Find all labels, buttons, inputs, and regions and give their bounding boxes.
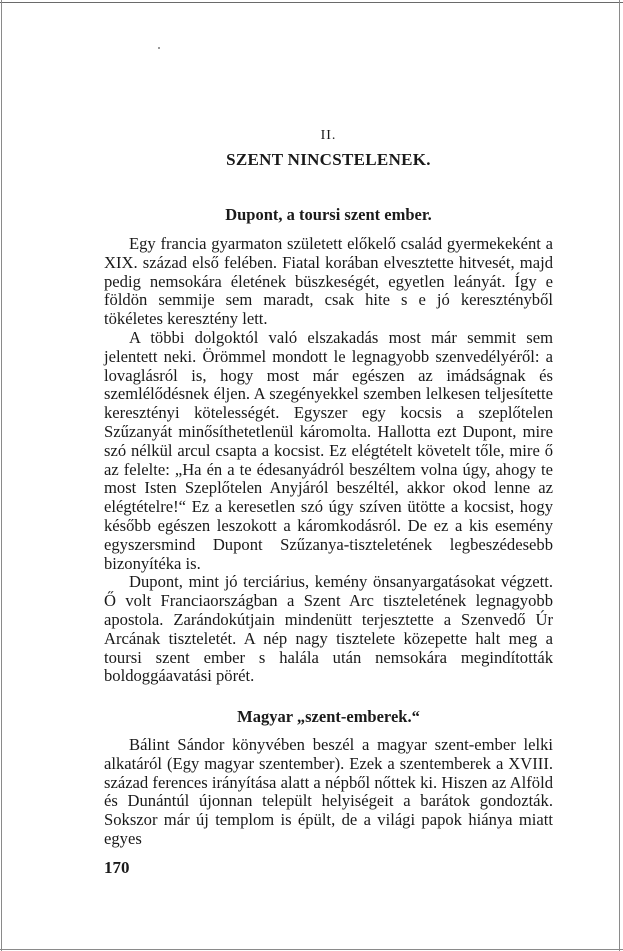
chapter-title: SZENT NINCSTELENEK. xyxy=(226,150,431,169)
section-title-dupont: Dupont, a toursi szent ember. xyxy=(225,205,432,224)
scan-speck xyxy=(158,47,160,49)
page-edge-bottom xyxy=(0,949,623,950)
paragraph: Bálint Sándor könyvében beszél a magyar szent-ember lelki alkatáról (Egy magyar szentember). Ezek a szentemberek a XVIII. század ferences irányítása alatt a népből nőttek ki. Hiszen az Alföld és Dunántúl újonnan települt helyiségeit a barátok gondozták. Sokszor már új templom is épült, de a világi papok hiánya miatt egyes xyxy=(104,735,553,848)
page-edge-left xyxy=(1,0,2,951)
paragraph: Dupont, mint jó terciárius, kemény önsanyargatásokat végzett. Ő volt Franciaországban a Szent Arc tiszteletének legnagyobb apostola. Zarándokútjain mindenütt terjesztette a Szenvedő Úr Arcának tiszteletét. A nép nagy tisztelete közepette halt meg a toursi szent ember s halála után nemsokára megindították boldoggáavatási pörét. xyxy=(104,572,553,686)
section-body-dupont xyxy=(104,235,553,686)
paragraph: A többi dolgoktól való elszakadás most már semmit sem jelentett neki. Örömmel mondott le legnagyobb szenvedélyéről: a lovaglásról is, hogy most már egészen az imádságnak és szemlélődésnek éljen. A szegényekkel szemben lelkesen teljesítette keresztényi kötelességét. Egyszer egy kocsis a szeplőtelen Szűzanyát minősíthetetlenül káromolta. Hallotta ezt Dupont, mire szó nélkül arcul csapta a kocsist. Ez elégtételt követelt tőle, mire ő az felelte: „Ha én a te édesanyádról beszéltem volna úgy, ahogy te most Isten Szeplőtelen Anyjáról beszéltél, akkor okod lenne az elégtételre!“ Ez a keresetlen szó úgy szíven ütötte a kocsist, hogy később egészen leszokott a káromkodásról. De ez a kis esemény egyszersmind Dupont Szűzanya-tiszteletének legbeszédesebb bizonyítéka is. xyxy=(104,327,553,573)
section-body-magyar xyxy=(104,736,553,849)
paragraph: Egy francia gyarmaton született előkelő család gyermekeként a XIX. század első felében. Fiatal korában elvesztette hitvesét, majd pedig nemsokára életének büszkeségét, egyetlen leányát. Így e földön semmije sem maradt, csak hite s e jó keresztényből tökéletes keresztény lett. xyxy=(104,234,553,329)
section-title-magyar: Magyar „szent-emberek.“ xyxy=(237,707,420,726)
page-number: 170 xyxy=(104,858,130,877)
chapter-number: II. xyxy=(320,128,337,143)
page-edge-top xyxy=(0,2,623,3)
page-edge-right xyxy=(619,0,620,951)
